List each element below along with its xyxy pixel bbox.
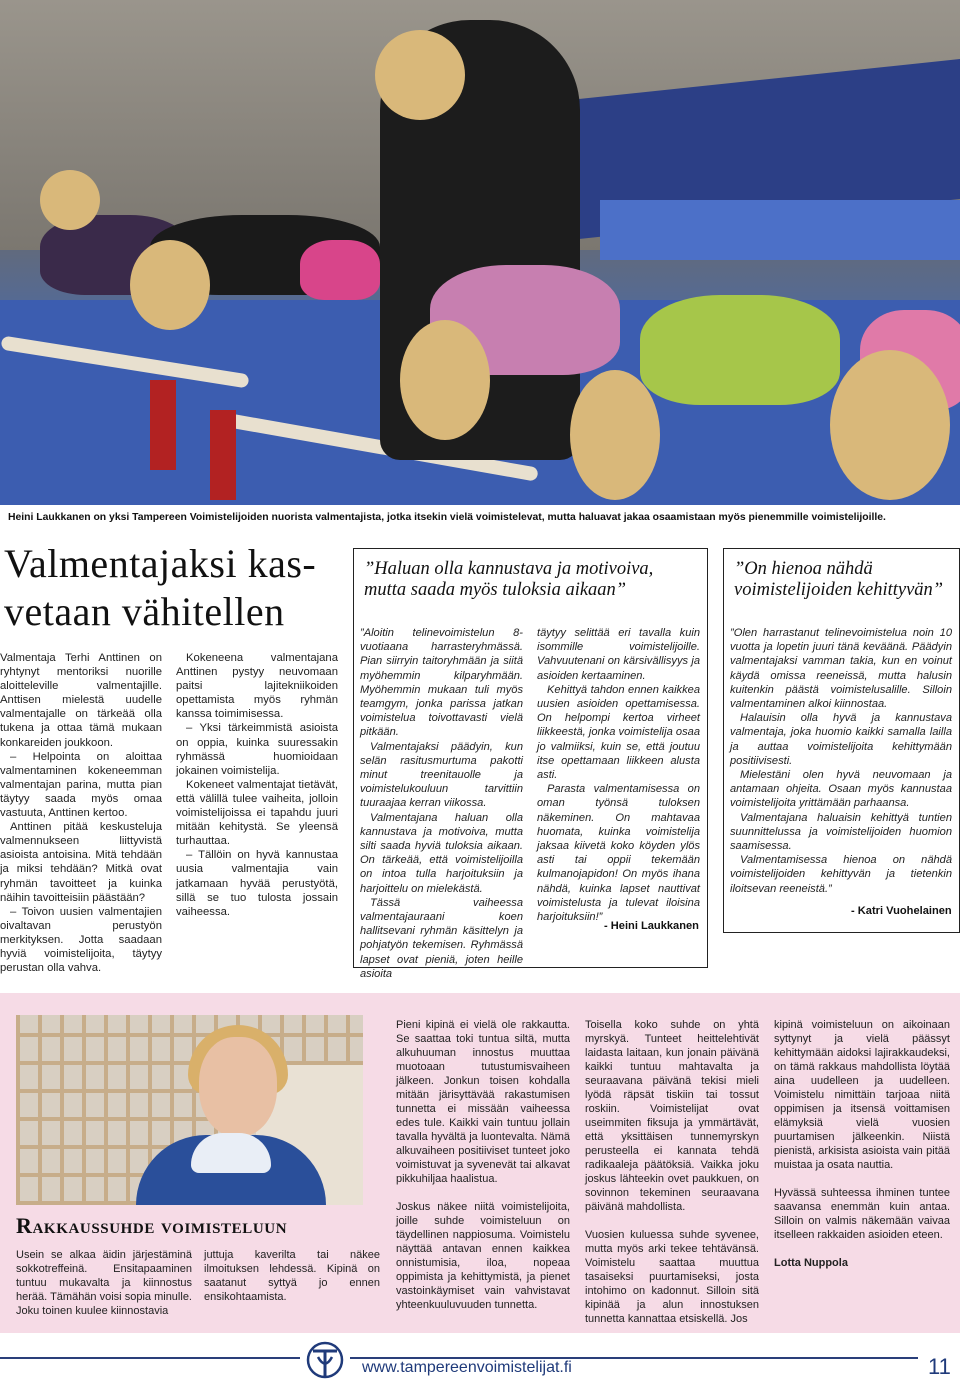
coach-portrait-photo xyxy=(16,1015,363,1205)
quote-box-heini: ”Haluan olla kannustava ja motivoiva, mutta saada myös tuloksia aikaan” xyxy=(353,548,708,968)
signature-heini: - Heini Laukkanen xyxy=(604,920,699,932)
feature-title: Rakkaussuhde voimisteluun xyxy=(16,1213,288,1238)
feature-column-4: Toisella koko suhde on yhtä myrskyä. Tunteet heittelehtivät laidasta laitaan, kun jonain päivänä kaikki tuntuu mahtavalta ja seuraavana päivänä tekisi mieli lyödä räpsät tiskiin tai tossut roskiin. Voimistelijat ovat useimmiten fiksuja ja ymmärtävät, että yksittäisen tunnemyrskyn perusteella ei kannata tehdä radikaaleja päätöksiä. Vaikka joku joskus lähteekin ovet paukkuen, on sovinnon tekeminen seuraavana päivänä mahdollista. Vuosien kuluessa suhde syvenee, mutta myös arki tekee tehtävänsä. Voimistelu saattaa muuttua tasaiseksi puurtamiseksi, josta intohimo on kadonnut. Silloin sitä kipinää ja alun innostuksen tunnetta kannattaa etsiskellä. Jos xyxy=(585,1019,759,1325)
feature-column-1: Usein se alkaa äidin järjestäminä sokkotreffeinä. Ensitapaaminen tuntuu mukavalta ja kiinnostus herää. Tämähän voisi sopia minulle. Joku toinen kuulee kiinnostavia xyxy=(16,1249,192,1317)
club-logo-icon xyxy=(305,1340,345,1380)
quote-heini-column-2: täytyy selittää eri tavalla kuin isommille voimistelijoille. Vahvuutenani on kärsivällisyys ja asioiden kertaaminen. Kehittyä tahdon ennen kaikkea uusien asioiden opettamisessa. On helpompi kertoa virheet liikkeestä, jonka voimistelija osaa jo valmiiksi, kuin se, että joutuu itse opettamaan liikkeen alusta asti. Parasta valmentamisessa on oman työnsä tuloksen näkeminen. On mahtavaa huomata, kuinka voimistelija jaksaa kiivetä koko köyden ylös asti tai oppii tekemään kulmanojapidon! On myös ihana nähdä, kuinka lapset nauttivat voimistelusta ja tulevat iloisina harjoituksiin!” xyxy=(537,627,700,924)
signature-lotta: Lotta Nuppola xyxy=(774,1257,848,1269)
article-column-1: Valmentaja Terhi Anttinen on ryhtynyt mentoriksi nuorille aloitteleville valmentajille. Anttisen mielestä uudelle valmentajalle on tärkeää olla tukena ja ottaa tämä mukaan konkareiden joukkoon. – Helpointa on aloittaa valmentaminen kokeneemman valmentajan parina, mutta pian täytyy saada myös omaa vastuuta, Anttinen kertoo. Anttinen pitää keskusteluja valmennukseen liittyvistä asioista antoisina. Mitä tehdään ja miksi tehdään? Mitkä ovat ryhmän tavoitteet ja kuinka näihin tavoitteisiin päästään? – Toivon uusien valmentajien oivaltavan perustyön merkityksen. Jotta saadaan hyviä voimistelijoita, täytyy perustan olla vahva. xyxy=(0,652,162,975)
website-link[interactable]: www.tampereenvoimistelijat.fi xyxy=(362,1359,572,1376)
signature-katri: - Katri Vuohelainen xyxy=(851,905,952,917)
feature-column-5: kipinä voimisteluun on aikoinaan syttynyt ja vielä päässyt kehittymään aidoksi lajirakkaudeksi, on tämä rakkaus mahdollista löytää aina uudelleen ja uudelleen. Voimistelu nimittäin tarjoaa niitä oppimisen ja itsensä voittamisen elämyksiä vielä vuosien puurtamisen jälkeenkin. Niistä pienistä, arkisista asioista vain pitää muistaa ja osata nauttia. Hyvässä suhteessa ihminen tuntee saavansa enemmän kuin antaa. Silloin on valmis näkemään vaivaa itselleen rakkaiden asioiden eteen. Lotta Nuppola xyxy=(774,1019,950,1269)
quote-katri-body: ”Olen harrastanut telinevoimistelua noin 10 vuotta ja lopetin juuri tänä keväänä. Päädyin valmentajaksi vamman takia, kun en voinut käydä omissa reeneissä, mutta halusin kuitenkin päästä voimistelusalille. Silloin valmentaminen alkoi kiinnostaa. Halauisin olla hyvä ja kannustava valmentaja, joka huomio kaikki samalla lailla ja auttaa voimistelijoita kehittymään positiivisesti. Mielestäni olen hyvä neuvomaan ja antamaan ohjeita. Osaan myös kannustaa voimistelijoita yrittämään parhaansa. Valmentajana haluaisin kehittyä tuntien suunnittelussa ja voimistelijoiden huomion saamisessa. Valmentamisessa hienoa on nähdä voimistelijoiden kehittyvän ja tietenkin iloitsevan reeneistä.” xyxy=(730,627,952,895)
gymnastics-training-photo xyxy=(0,0,960,505)
photo-caption: Heini Laukkanen on yksi Tampereen Voimistelijoiden nuorista valmentajista, jotka itsekin vielä voimistelevat, mutta haluavat jakaa osaamistaan myös pienemmille voimistelijoille. xyxy=(8,512,886,523)
footer-rule-left xyxy=(0,1357,300,1359)
feature-column-2: juttuja kaverilta tai näkee ilmoituksen lehdessä. Kipinä on saatanut syttyä jo ennen ensikohtaamista. xyxy=(204,1249,380,1303)
quote-box-katri: ”On hienoa nähdä voimistelijoiden kehittyvän” xyxy=(723,548,960,933)
quote-heini-column-1: ”Aloitin telinevoimistelun 8-vuotiaana harrasteryhmässä. Pian siirryin taitoryhmään ja siitä myöhemmin kilparyhmään. Myöhemmin mukaan tuli myös teamgym, jonka parissa jatkan voimistelua toivottavasti vielä pitkään. Valmentajaksi päädyin, kun selän rasitusmurtuma pakotti minut treenitauolle ja voimistelukouluun tarvittiin tuuraajaa kerran viikossa. Valmentajana haluan olla kannustava ja motivoiva, mutta silti saada hyviä tuloksia aikaan. On tärkeää, että voimistelijoilla on intoa tulla harjoituksiin ja harjoittelu on mielekästä. Tässä vaiheessa valmentajauraani koen hallitsevani ryhmän käsittelyn ja pohjatyön tekemisen. Ryhmässä lapset ovat pieniä, joten heille asioita xyxy=(360,627,523,980)
feature-column-3: Pieni kipinä ei vielä ole rakkautta. Se saattaa toki tuntua siltä, mutta alkuhuuman innostus muuttaa muotoaan tutustumisvaiheen jälkeen. Jonkun toisen kohdalla mitään järisyttävää rakastumisen tunnetta ei missään vaiheessa edes tule. Kaikki vain tuntuu jollain tavalla hyvältä ja luontevalta. Nämä alkuvaiheen positiiviset tunteet joko voimistuvat ja syvenevät tai alkavat pikkuhiljaa haalistua. Joskus näkee niitä voimistelijoita, joille suhde voimisteluun on täydellinen nappiosuma. Voimistelu näyttää antavan ennen kaikkea onnistumisia, iloa, nopeaa oppimista ja kehittymistä, ja pienet vastoinkäymiset vain vahvistavat yhteenkuuluvuuden tunnetta. xyxy=(396,1019,570,1311)
article-headline: Valmentajaksi kas- vetaan vähitellen xyxy=(4,541,317,634)
article-column-2: Kokeneena valmentajana Anttinen pystyy neuvomaan paitsi lajitekniikoiden opettamista myös ryhmän kanssa toimimisessa. – Yksi tärkeimmistä asioista on oppia, kuinka suuressakin ryhmässä huomioidaan jokainen voimistelija. Kokeneet valmentajat tietävät, että välillä tulee vaiheita, jolloin voimistelijoissa ei tapahdu juuri mitään kehitystä. Se yleensä turhauttaa. – Tällöin on hyvä kannustaa uusia valmentajia vain jatkamaan hyvää perustyötä, sillä se tuo tulosta jossain vaiheessa. xyxy=(176,652,338,918)
page-number: 11 xyxy=(928,1354,951,1379)
